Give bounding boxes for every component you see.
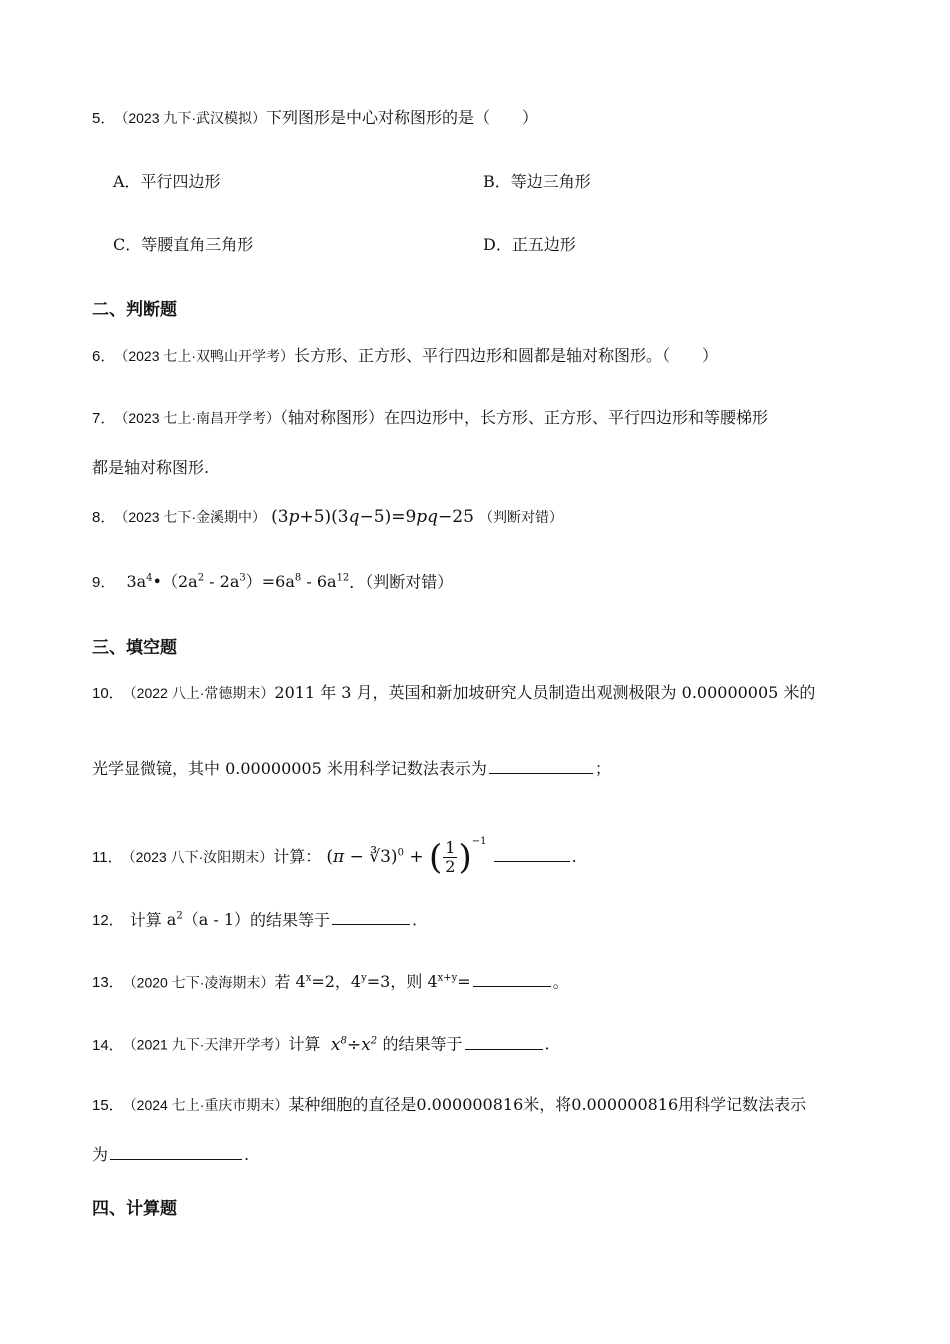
question-6: 6． （2023 七上·双鸭山开学考）长方形、正方形、平行四边形和圆都是轴对称图形。（ ） — [92, 346, 719, 365]
answer-blank — [473, 970, 551, 987]
question-10: 10． （2022 八上·常德期末）2011 年 3 月，英国和新加坡研究人员制造出观测极限为 0.00000005 米的 — [92, 683, 816, 702]
question-15: 15． （2024 七上·重庆市期末）某种细胞的直径是0.000000816米，将0.000000816用科学记数法表示 — [92, 1095, 807, 1114]
option-a: A．平行四边形 — [113, 172, 221, 191]
answer-blank — [332, 908, 410, 925]
option-d: D．正五边形 — [483, 235, 576, 254]
section-heading-judgement: 二、判断题 — [92, 300, 177, 320]
question-10-cont: 光学显微镜，其中 0.00000005 米用科学记数法表示为 ； — [92, 759, 611, 778]
question-5: 5． （2023 九下·武汉模拟）下列图形是中心对称图形的是（ ） — [92, 108, 539, 127]
question-8: 8． （2023 七下·金溪期中） (3p+5)(3q−5)=9pq−25 （判断对错） — [92, 507, 564, 527]
question-13: 13． （2020 七下·凌海期末）若 $4^x=2$，$4^y=3$，则 $4^{x+y}=$ 。 — [92, 972, 569, 992]
answer-blank — [494, 845, 570, 862]
section-heading-fill: 三、填空题 — [92, 638, 177, 658]
question-7-cont: 都是轴对称图形. — [92, 458, 210, 477]
expression-q9: $3a^4•(2a^2 - 2a^3)=6a^8 - 6a^{12}$ — [126, 572, 350, 592]
question-12: 12． 计算 $a^2(a - 1)$的结果等于 . — [92, 910, 418, 930]
expression-q12: $a^2(a - 1)$ — [166, 910, 251, 930]
option-c: C．等腰直角三角形 — [113, 235, 254, 254]
expression-q8: (3p+5)(3q−5)=9pq−25 — [271, 507, 474, 527]
expression-q13: $4^x=2$，$4^y=3$，则 $4^{x+y}=$ — [295, 972, 471, 992]
option-b: B．等边三角形 — [483, 172, 591, 191]
answer-blank — [489, 757, 593, 774]
expression-q11: (π − ∛3)$^0$ + ( $\frac{1}{2}$ )$^{-1}$ — [326, 836, 487, 878]
expression-q14: $x^8\div x^2$ — [325, 1034, 378, 1055]
question-15-cont: 为 . — [92, 1145, 250, 1164]
question-9: 9． $3a^4•(2a^2 - 2a^3)=6a^8 - 6a^{12}$．（判断对错） — [92, 572, 454, 592]
question-14: 14． （2021 九下·天津开学考）计算 $x^8\div x^2$ 的结果等于 . — [92, 1034, 550, 1055]
section-heading-calc: 四、计算题 — [92, 1199, 177, 1219]
answer-blank — [110, 1143, 242, 1160]
question-7: 7． （2023 七上·南昌开学考）（轴对称图形）在四边形中，长方形、正方形、平行四边形和等腰梯形 — [92, 408, 769, 427]
question-11: 11． （2023 八下·汝阳期末）计算： (π − ∛3)$^0$ + ( $\frac{1}{2}$ )$^{-1}$ . — [92, 836, 577, 878]
answer-blank — [465, 1033, 543, 1050]
